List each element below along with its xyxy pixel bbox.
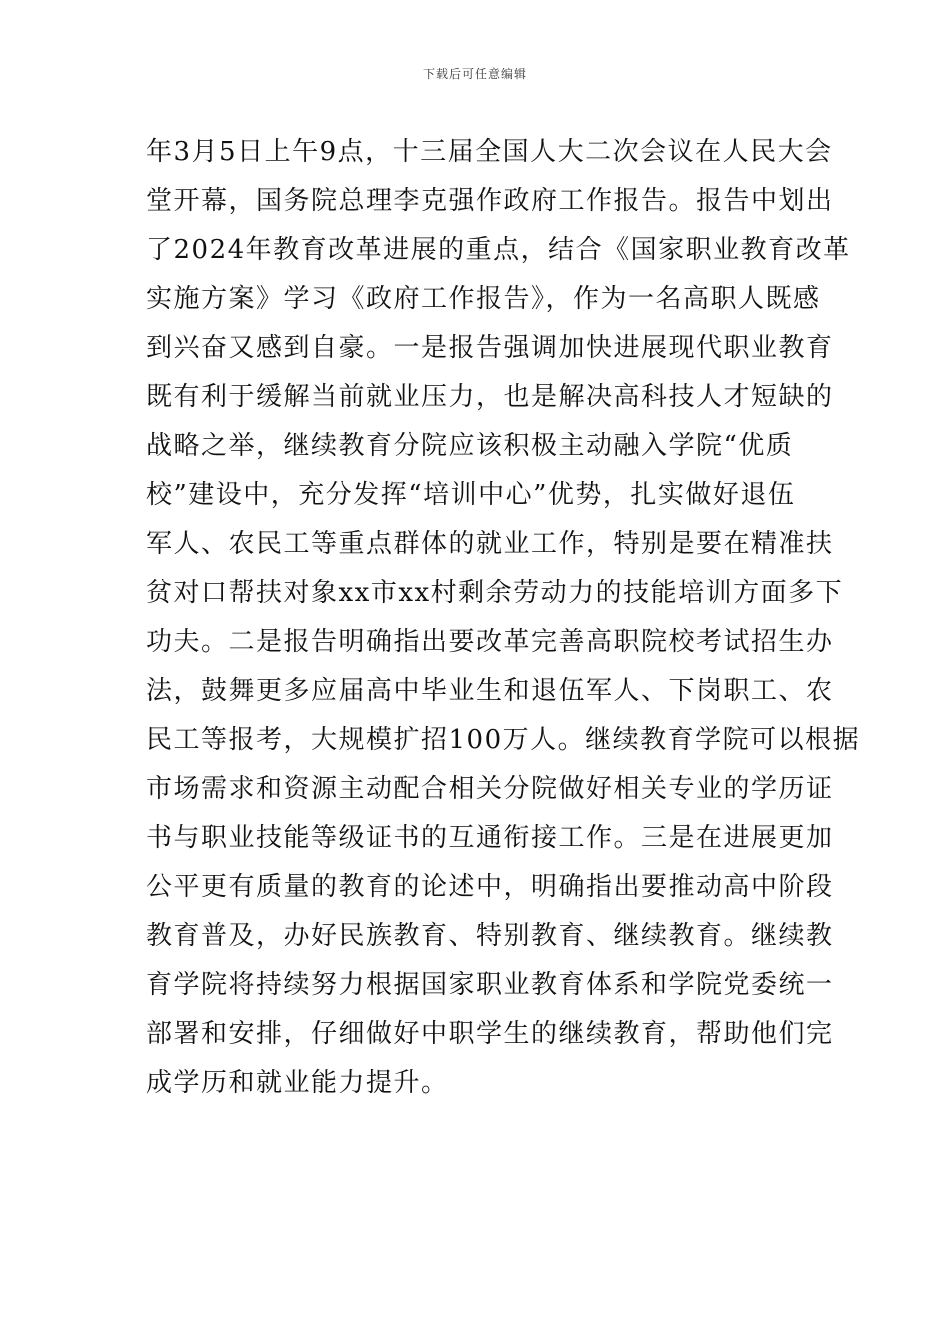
text-line: 贫对口帮扶对象xx市xx村剩余劳动力的技能培训方面多下 [146, 578, 844, 608]
page-header-note: 下载后可任意编辑 [422, 67, 527, 81]
text-line: 成学历和就业能力提升。 [146, 1068, 449, 1098]
text-line: 部署和安排，仔细做好中职学生的继续教育，帮助他们完 [146, 1019, 834, 1049]
text-line: 实施方案》学习《政府工作报告》，作为一名高职人既感 [146, 284, 821, 314]
text-line: 功夫。二是报告明确指出要改革完善高职院校考试招生办 [146, 627, 834, 657]
text-line: 军人、农民工等重点群体的就业工作，特别是要在精准扶 [146, 529, 834, 559]
text-line: 了2024年教育改革进展的重点，结合《国家职业教育改革 [146, 235, 851, 265]
text-line: 年3月5日上午9点，十三届全国人大二次会议在人民大会 [146, 137, 833, 167]
text-line: 书与职业技能等级证书的互通衔接工作。三是在进展更加 [146, 823, 834, 853]
text-line: 既有利于缓解当前就业压力，也是解决高科技人才短缺的 [146, 382, 834, 412]
text-line: 到兴奋又感到自豪。一是报告强调加快进展现代职业教育 [146, 333, 834, 363]
text-line: 市场需求和资源主动配合相关分院做好相关专业的学历证 [146, 774, 834, 804]
text-line: 战略之举，继续教育分院应该积极主动融入学院“优质 [146, 431, 794, 461]
text-line: 民工等报考，大规模扩招100万人。继续教育学院可以根据 [146, 725, 861, 755]
body-paragraph [146, 128, 861, 1108]
text-line: 法，鼓舞更多应届高中毕业生和退伍军人、下岗职工、农 [146, 676, 834, 706]
text-line: 育学院将持续努力根据国家职业教育体系和学院党委统一 [146, 970, 834, 1000]
text-line: 公平更有质量的教育的论述中，明确指出要推动高中阶段 [146, 872, 834, 902]
text-line: 堂开幕，国务院总理李克强作政府工作报告。报告中划出 [146, 186, 834, 216]
text-line: 教育普及，办好民族教育、特别教育、继续教育。继续教 [146, 921, 834, 951]
text-line: 校”建设中，充分发挥“培训中心”优势，扎实做好退伍 [146, 480, 796, 510]
